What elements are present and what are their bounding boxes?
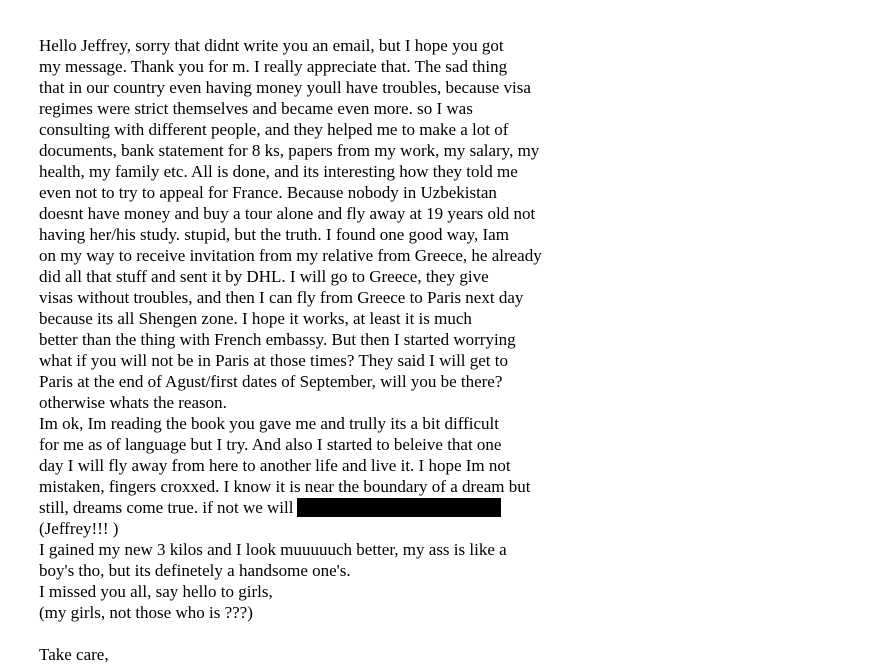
letter-line: visas without troubles, and then I can fly from Greece to Paris next day [39, 288, 524, 307]
redacted-line [39, 497, 639, 518]
letter-line: what if you will not be in Paris at those times? They said I will get to [39, 351, 509, 370]
letter-line: Hello Jeffrey, sorry that didnt write you an email, but I hope you got [39, 36, 504, 55]
letter-line: health, my family etc. All is done, and its interesting how they told me [39, 162, 518, 181]
letter-line: I missed you all, say hello to girls, [39, 582, 273, 601]
letter-line: mistaken, fingers croxxed. I know it is near the boundary of a dream but [39, 477, 531, 496]
letter-line: Im ok, Im reading the book you gave me and trully its a bit difficult [39, 414, 500, 433]
letter-line: for me as of language but I try. And also I started to beleive that one [39, 435, 502, 454]
letter-line: (my girls, not those who is ???) [39, 603, 253, 622]
letter-line: my message. Thank you for m. I really appreciate that. The sad thing [39, 57, 508, 76]
letter-body [39, 35, 639, 665]
letter-line: regimes were strict themselves and became even more. so I was [39, 99, 473, 118]
closing-line: Take care, [39, 645, 109, 664]
blank-line [39, 623, 639, 644]
letter-line: day I will fly away from here to another life and live it. I hope Im not [39, 456, 511, 475]
letter-line-text: still, dreams come true. if not we will [39, 498, 294, 517]
letter-line: doesnt have money and buy a tour alone and fly away at 19 years old not [39, 204, 536, 223]
letter-line: (Jeffrey!!! ) [39, 519, 119, 538]
letter-line: consulting with different people, and they helped me to make a lot of [39, 120, 509, 139]
letter-line: otherwise whats the reason. [39, 393, 227, 412]
letter-line: that in our country even having money youll have troubles, because visa [39, 78, 531, 97]
letter-line: on my way to receive invitation from my relative from Greece, he already [39, 246, 542, 265]
letter-line: even not to try to appeal for France. Because nobody in Uzbekistan [39, 183, 497, 202]
letter-line: Paris at the end of Agust/first dates of September, will you be there? [39, 372, 503, 391]
letter-line: documents, bank statement for 8 ks, papers from my work, my salary, my [39, 141, 540, 160]
letter-line: boy's tho, but its definetely a handsome one's. [39, 561, 351, 580]
letter-line: better than the thing with French embassy. But then I started worrying [39, 330, 516, 349]
letter-line: because its all Shengen zone. I hope it works, at least it is much [39, 309, 472, 328]
redaction-bar [297, 498, 501, 517]
letter-line: I gained my new 3 kilos and I look muuuuuch better, my ass is like a [39, 540, 507, 559]
letter-line: did all that stuff and sent it by DHL. I will go to Greece, they give [39, 267, 489, 286]
letter-line: having her/his study. stupid, but the truth. I found one good way, Iam [39, 225, 509, 244]
